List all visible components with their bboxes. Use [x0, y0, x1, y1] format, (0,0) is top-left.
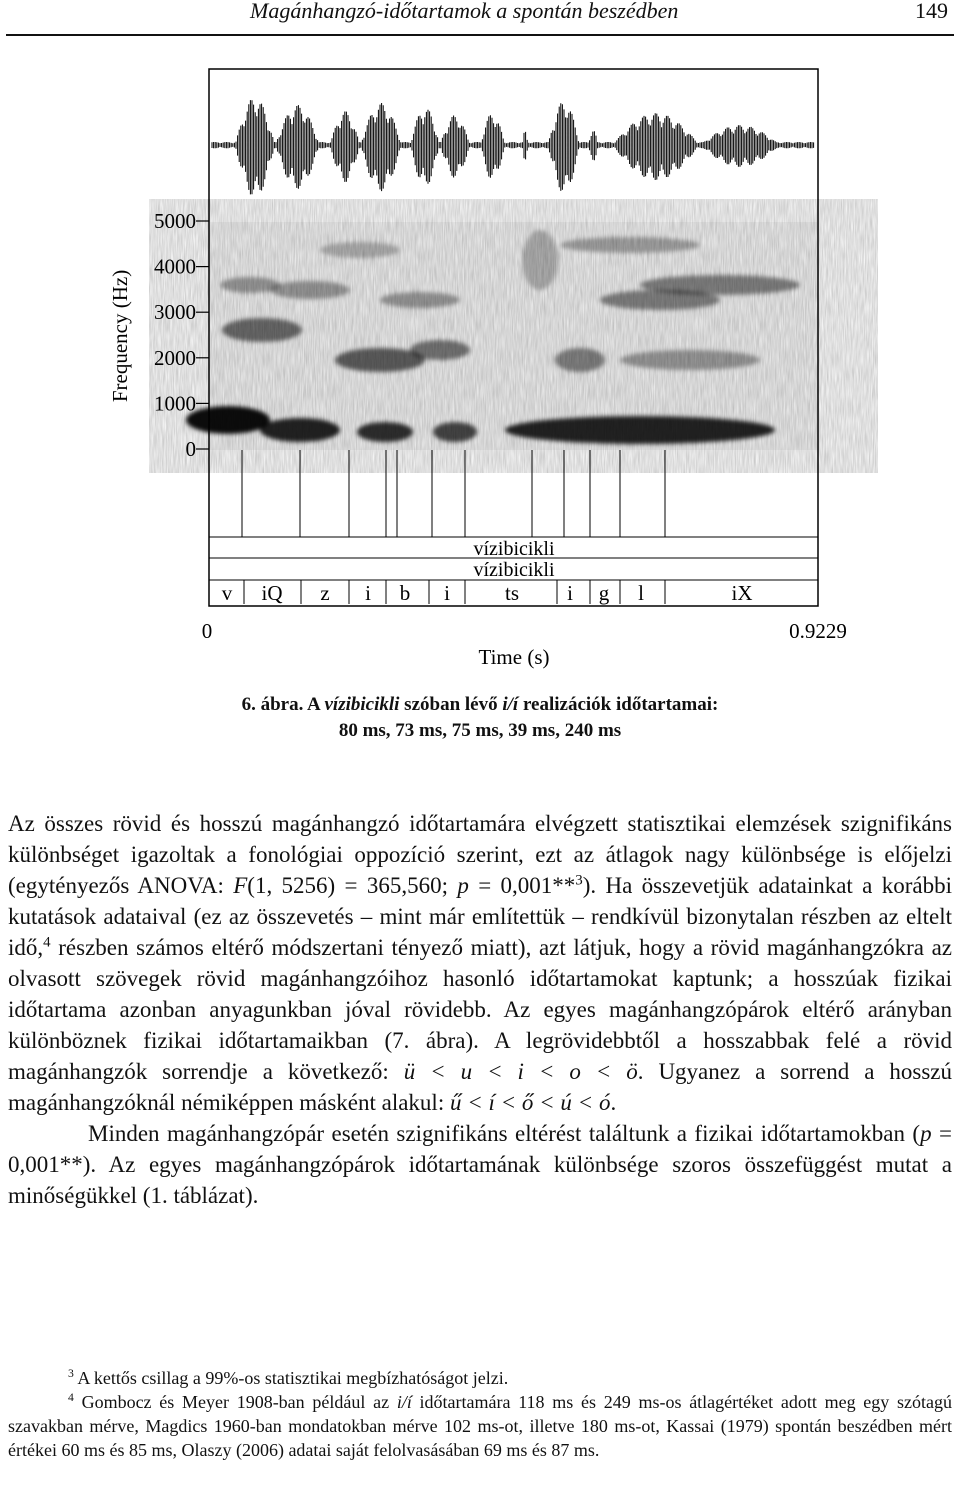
footnote-ref-3[interactable]: 3: [575, 872, 583, 889]
segment-label: i: [444, 581, 450, 605]
y-tick-label: 3000: [154, 300, 196, 325]
caption-label: 6. ábra.: [241, 694, 304, 715]
y-tick-label: 2000: [154, 345, 196, 370]
y-tick-label: 1000: [154, 391, 196, 416]
y-tick-label: 5000: [154, 209, 196, 233]
footnotes: [8, 1366, 952, 1462]
x-axis-label: Time (s): [478, 645, 550, 669]
x-end: 0.9229: [789, 619, 847, 643]
running-title: Magánhangzó-időtartamok a spontán beszédben: [250, 0, 679, 23]
segment-label: v: [221, 581, 233, 605]
segment-tier: [222, 580, 818, 605]
segment-label: i: [567, 581, 573, 605]
footnote-ref-4[interactable]: 4: [43, 934, 51, 951]
y-tick-label: 0: [185, 437, 196, 461]
segment-label: g: [598, 581, 610, 605]
word-tier-2: vízibicikli: [473, 559, 555, 581]
spectrogram: [186, 222, 817, 450]
segment-label: ts: [504, 581, 520, 605]
segment-label: l: [638, 581, 644, 605]
footnote-3: $^3$ A kettős csillag a 99%-os statisztikai megbízhatóságot jelzi.: [68, 1367, 509, 1388]
figure-caption: 6. ábra. A vízibicikli szóban lévő i/í realizációk időtartamai:: [241, 694, 719, 715]
x-start: 0: [201, 619, 213, 643]
page-header: [6, 0, 954, 36]
footnote-4: $^4$ Gombocz és Meyer 1908-ban például az i/í időtartamára 118 ms és 249 ms-os átlagértéket adott meg egy szótagú szavakban mérve, Magdics 1960-ban mondatokban mérve 102 ms-ot, illetve 180 ms-ot, Kassai (1979) spontán beszédben mért értékei 60 ms és 85 ms, Olaszy (2006) adatai saját felolvasásában 69 ms és 87 ms.: [8, 1391, 952, 1460]
segment-label: iQ: [261, 581, 283, 605]
segment-label: b: [399, 581, 411, 605]
paragraph-2: Minden magánhangzópár esetén szignifikáns eltérést találtunk a fizikai időtartamokban (p = 0,001**). Az egyes magánhangzópárok időtartamának különbsége szoros összefüggést mutat a minőségükkel (1. táblázat).: [8, 1121, 952, 1208]
paragraph-1: Az összes rövid és hosszú magánhangzó időtartamára elvégzett statisztikai elemzések szignifikáns különbséget igazoltak a fonológiai oppozíció szerint, ezt az átlagok nagy különbsége is előjelzi (egytényezős ANOVA: F(1, 5256) = 365,560; p = 0,001**$^3$). Ha összevetjük adatainkat a korábbi kutatások adataival (ez az összevetés – mint már említettük – rendkívül bizonytalan részben az eltelt idő,$^4$ részben számos eltérő módszertani tényező miatt), azt látjuk, hogy a rövid magánhangzókra az olvasott szövegek rövid magánhangzóihoz hasonló időtartamokat kaptunk; a hosszúak fizikai időtartama azonban anyagunkban jóval rövidebb. Az egyes magánhangzópárok eltérő arányban különböznek fizikai időtartamaikban (7. ábra). A legrövidebbtől a hosszabbak felé a rövid magánhangzók sorrendje a következő: ü < u < i < o < ö. Ugyanez a sorrend a hosszú magánhangzóknál némiképpen másként alakul: ű < í < ő < ú < ó.: [8, 811, 952, 1115]
segment-label: z: [320, 581, 330, 605]
spectrogram-figure: [0, 60, 960, 680]
body-text: [8, 808, 952, 1211]
word-tier-1: vízibicikli: [473, 538, 555, 560]
y-axis-label: Frequency (Hz): [108, 269, 132, 403]
figure-caption-values: 80 ms, 73 ms, 75 ms, 39 ms, 240 ms: [338, 720, 622, 741]
segment-label: iX: [731, 581, 753, 605]
page-number: 149: [915, 0, 948, 23]
waveform: [212, 100, 814, 194]
y-tick-label: 4000: [154, 254, 196, 279]
segment-boundaries: [242, 450, 818, 537]
segment-label: i: [365, 581, 371, 605]
